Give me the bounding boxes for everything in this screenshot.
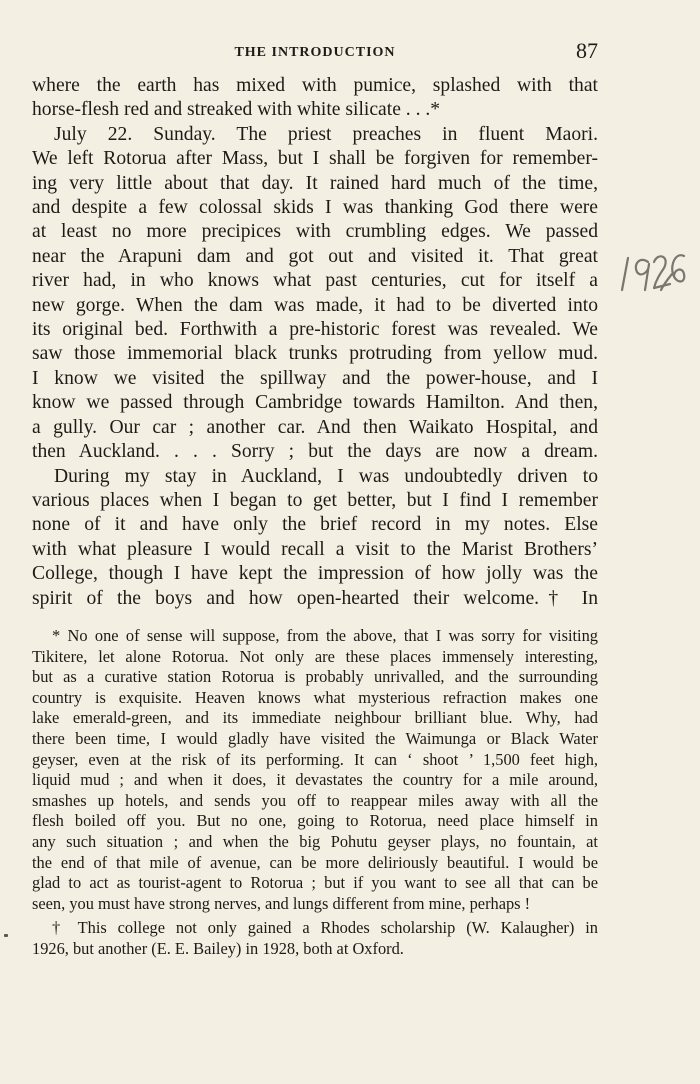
footnote-line: any such situation ; and when the big Pohutu geyser plays, no fountain, at xyxy=(32,831,598,851)
text-line: During my stay in Auckland, I was undoubtedly driven to xyxy=(54,465,598,487)
text-line: saw those immemorial black trunks protruding from yellow mud. xyxy=(32,343,598,365)
text-line: and despite a few colossal skids I was thanking God there were xyxy=(32,197,598,219)
footnote-line: smashes up hotels, and sends you off to reappear miles away with all the xyxy=(32,790,598,810)
footnote-line: there been time, I would gladly have visited the Waimunga or Black Water xyxy=(32,728,598,748)
text-line: College, though I have kept the impression of how jolly was the xyxy=(32,563,598,585)
text-line: none of it and have only the brief record in my notes. Else xyxy=(32,514,598,536)
text-line: with what pleasure I would recall a visit to the Marist Brothers’ xyxy=(32,538,598,560)
footnote-line: glad to act as tourist-agent to Rotorua ; but if you want to see all that can be xyxy=(32,873,598,893)
handwritten-margin-note xyxy=(618,244,692,308)
text-line: various places when I began to get better, but I find I remember xyxy=(32,489,598,511)
footnote-line: geyser, even at the risk of its performing. It can ‘ shoot ’ 1,500 feet high, xyxy=(32,749,598,769)
footnote-line: liquid mud ; and when it does, it devastates the country for a mile around, xyxy=(32,770,598,790)
text-line: its original bed. Forthwith a pre-historic forest was revealed. We xyxy=(32,319,598,341)
page-number: 87 xyxy=(576,38,598,63)
footnote-line: † This college not only gained a Rhodes scholarship (W. Kalaugher) in xyxy=(52,918,598,938)
page-header xyxy=(32,38,598,68)
text-line: river had, in who knows what past centuries, cut for itself a xyxy=(32,270,598,292)
handwritten-year-drawing xyxy=(618,244,692,308)
text-line: near the Arapuni dam and got out and visited it. That great xyxy=(32,245,598,267)
text-line: horse-flesh red and streaked with white silicate . . .* xyxy=(32,99,441,121)
footnote-line: 1926, but another (E. E. Bailey) in 1928, both at Oxford. xyxy=(32,938,404,958)
text-line: know we passed through Cambridge towards Hamilton. And then, xyxy=(32,392,598,414)
text-line: I know we visited the spillway and the power-house, and I xyxy=(32,367,598,389)
text-line: July 22. Sunday. The priest preaches in fluent Maori. xyxy=(54,123,598,145)
footnote-line: country is exquisite. Heaven knows what mysterious refraction makes one xyxy=(32,687,598,707)
text-line: ing very little about that day. It rained hard much of the time, xyxy=(32,172,598,194)
text-line: We left Rotorua after Mass, but I shall be forgiven for remember- xyxy=(32,148,598,170)
text-line: spirit of the boys and how open-hearted their welcome.† In xyxy=(32,587,598,609)
footnote-line: flesh boiled off you. But no one, going to Rotorua, need place himself in xyxy=(32,811,598,831)
text-line: where the earth has mixed with pumice, splashed with that xyxy=(32,75,598,96)
footnote-line: Tikitere, let alone Rotorua. Not only are these places immensely interesting, xyxy=(32,646,598,666)
text-line: new gorge. When the dam was made, it had to be diverted into xyxy=(32,294,598,316)
footnote-line: but as a curative station Rotorua is probably unrivalled, and the surrounding xyxy=(32,667,598,687)
footnote-line: lake emerald-green, and its immediate neighbour brilliant blue. Why, had xyxy=(32,708,598,728)
text-line: then Auckland. . . . Sorry ; but the days are now a dream. xyxy=(32,441,598,463)
running-head: THE INTRODUCTION xyxy=(234,45,396,60)
text-line: a gully. Our car ; another car. And then Waikato Hospital, and xyxy=(32,416,598,438)
main-text xyxy=(32,74,598,611)
margin-mark xyxy=(4,934,8,937)
footnote-line: seen, you must have strong nerves, and lungs different from mine, perhaps ! xyxy=(32,893,531,913)
footnote-line: the end of that mile of avenue, can be more deliriously beautiful. I would be xyxy=(32,852,598,872)
footnote-line: * No one of sense will suppose, from the above, that I was sorry for visiting xyxy=(52,626,598,645)
text-line: at least no more precipices with crumbling edges. We passed xyxy=(32,221,598,243)
footnotes xyxy=(32,626,598,960)
